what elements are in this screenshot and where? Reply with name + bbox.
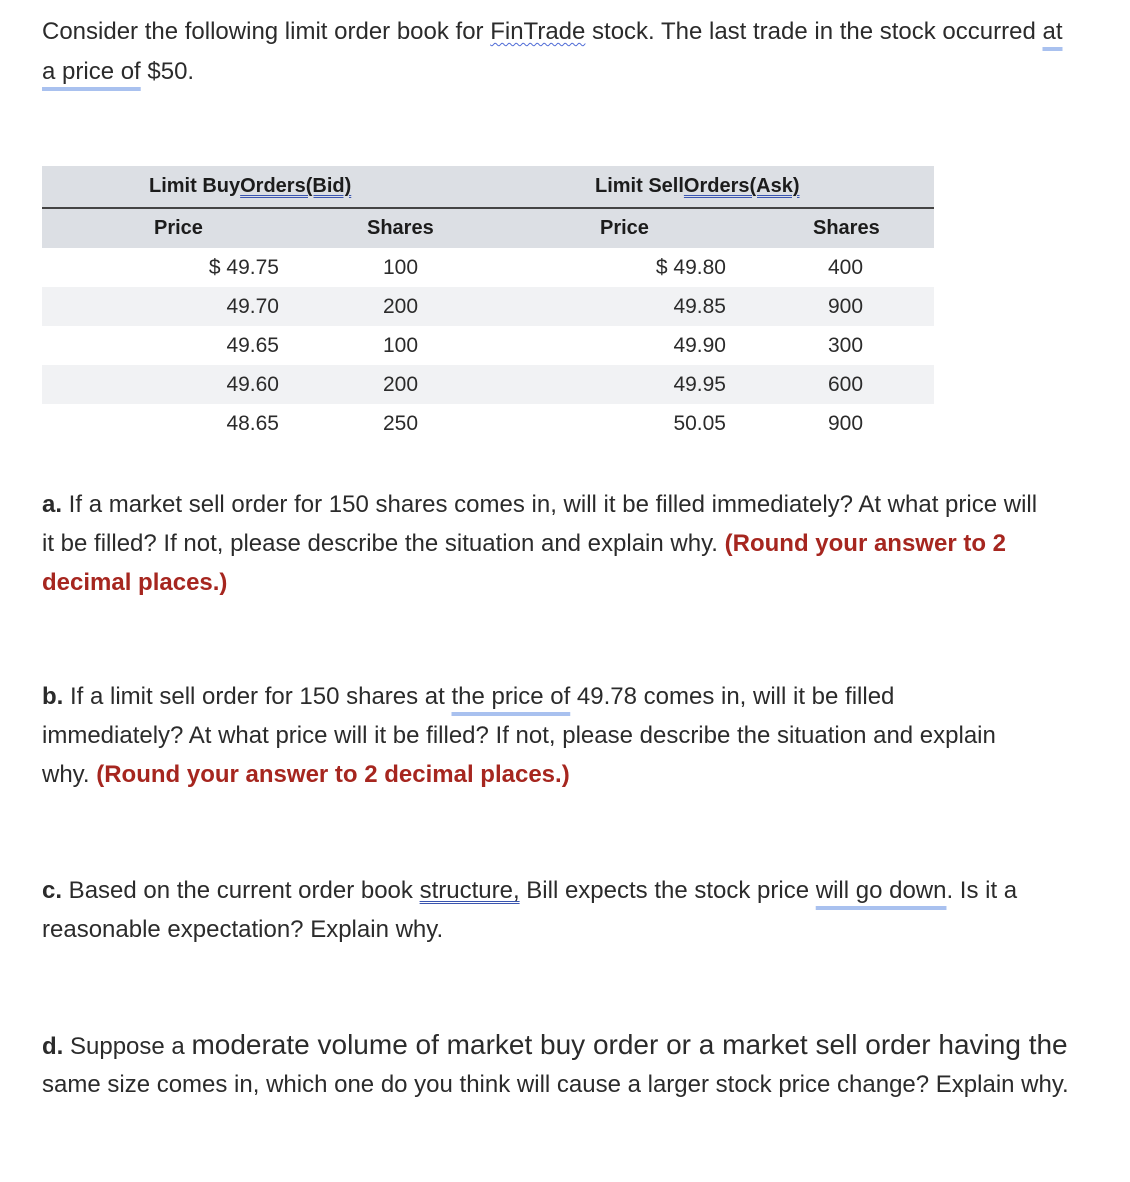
question-text: Bill expects the stock price xyxy=(519,877,816,904)
question-label: c. xyxy=(42,877,63,904)
table-row xyxy=(42,248,934,287)
question-text: If a limit sell order for 150 shares at xyxy=(63,683,452,710)
order-book-table xyxy=(42,166,934,443)
bid-shares: 250 xyxy=(383,411,419,435)
intro-text: Consider the following limit order book for xyxy=(42,18,491,45)
ask-shares: 600 xyxy=(828,372,864,396)
question-text: same size comes in, which one do you think will cause a larger stock price change? Explain why. xyxy=(42,1071,1069,1098)
ask-price: 50.05 xyxy=(673,411,726,435)
intro-text: $50. xyxy=(140,58,195,85)
question-text: 49.78 comes in, will it be filled immediately? At what price will it be filled? If not, please describe the situation and explain why. xyxy=(42,683,996,788)
question-b xyxy=(42,677,1042,794)
question-a xyxy=(42,485,1052,602)
question-underlined: structure, xyxy=(419,877,520,904)
ask-price: 49.95 xyxy=(673,372,726,396)
ask-price-header: Price xyxy=(600,217,649,239)
bid-price: 48.65 xyxy=(226,411,279,435)
round-note: (Round your answer to 2 decimal places.) xyxy=(42,530,1006,596)
question-text: Suppose a xyxy=(63,1033,192,1060)
question-text: If a market sell order for 150 shares comes in, will it be filled immediately? At what price will it be filled? If not, please describe the situation and explain why. xyxy=(42,491,1038,557)
question-text-large: moderate volume of market buy order or a market sell order having the xyxy=(191,1029,1068,1060)
question-label: d. xyxy=(42,1033,64,1060)
table-column-header xyxy=(42,209,934,248)
ask-shares-header: Shares xyxy=(813,217,880,239)
intro-paragraph xyxy=(42,12,1082,92)
question-underlined: will go down xyxy=(815,877,947,904)
question-underlined: the price of xyxy=(451,683,571,710)
question-c xyxy=(42,871,1072,949)
table-row xyxy=(42,326,934,365)
table-row xyxy=(42,404,934,443)
bid-group-header: Limit Buy Orders(Bid) xyxy=(149,175,352,197)
table-row xyxy=(42,365,934,404)
bid-shares-header: Shares xyxy=(367,217,434,239)
bid-price: 49.70 xyxy=(226,294,279,318)
ask-group-header: Limit Sell Orders(Ask) xyxy=(595,175,800,197)
ask-price: 49.90 xyxy=(673,333,726,357)
table-group-header xyxy=(42,166,934,209)
bid-shares: 100 xyxy=(383,333,419,357)
ask-shares: 900 xyxy=(828,411,864,435)
bid-price: 49.60 xyxy=(226,372,279,396)
question-d xyxy=(42,1026,1082,1104)
bid-price-header: Price xyxy=(154,217,203,239)
intro-text: stock. The last trade in the stock occurred xyxy=(585,18,1043,45)
bid-price: $ 49.75 xyxy=(208,255,279,279)
round-note: (Round your answer to 2 decimal places.) xyxy=(96,761,570,788)
table-row xyxy=(42,287,934,326)
question-text: . Is it a reasonable expectation? Explain why. xyxy=(42,877,1018,943)
ask-price: 49.85 xyxy=(673,294,726,318)
question-text: Based on the current order book xyxy=(62,877,420,904)
ask-price: $ 49.80 xyxy=(655,255,726,279)
bid-shares: 200 xyxy=(383,372,419,396)
bid-shares: 100 xyxy=(383,255,419,279)
bid-shares: 200 xyxy=(383,294,419,318)
ask-shares: 900 xyxy=(828,294,864,318)
question-label: a. xyxy=(42,491,63,518)
ask-shares: 300 xyxy=(828,333,864,357)
intro-underlined: at a price of xyxy=(42,18,1063,85)
bid-price: 49.65 xyxy=(226,333,279,357)
company-name: FinTrade xyxy=(490,18,586,45)
question-label: b. xyxy=(42,683,64,710)
ask-shares: 400 xyxy=(828,255,864,279)
